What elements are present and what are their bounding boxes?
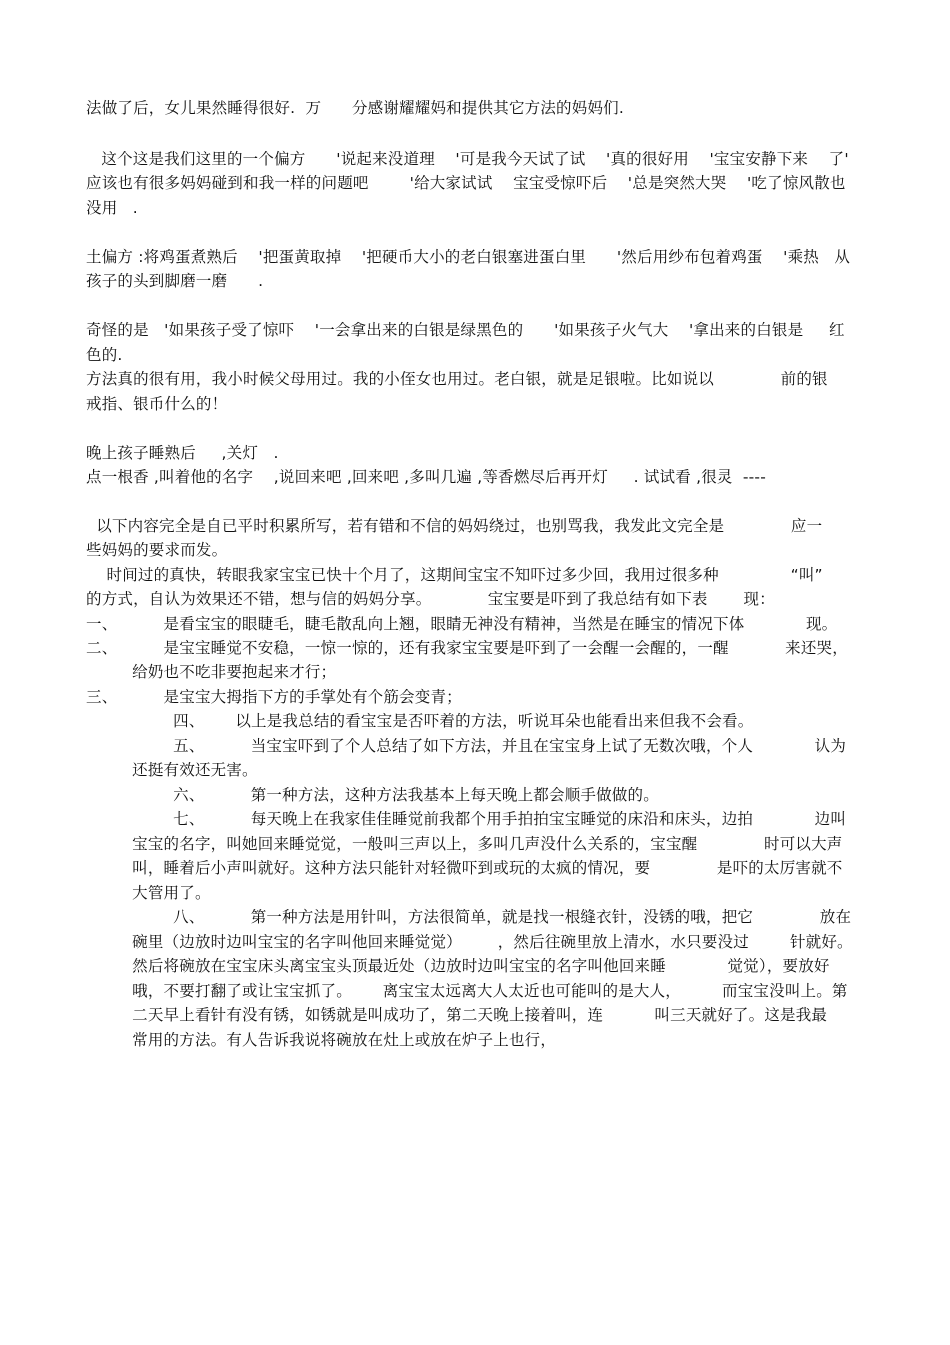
text-line: 法做了后，女儿果然睡得很好. 万 分感谢耀耀妈和提供其它方法的妈妈们. [86, 99, 624, 117]
text-line: 这个这是我们这里的一个偏方 '说起来没道理 '可是我今天试了试 '真的很好用 '宝宝安静下来 了' [86, 150, 849, 168]
list-item: 七、 每天晚上在我家佳佳睡觉前我都个用手拍拍宝宝睡觉的床沿和床头，边拍 边叫 [86, 810, 847, 828]
text-line: 时间过的真快，转眼我家宝宝已快十个月了，这期间宝宝不知吓过多少回，我用过很多种 “叫” [86, 566, 823, 584]
text-line: 应该也有很多妈妈碰到和我一样的问题吧 '给大家试试 宝宝受惊吓后 '总是突然大哭 '吃了惊风散也 [86, 174, 846, 192]
text-line: 晚上孩子睡熟后 ,关灯 . [86, 444, 279, 462]
list-item: 给奶也不吃非要抱起来才行； [86, 663, 337, 681]
list-item: 四、 以上是我总结的看宝宝是否吓着的方法，听说耳朵也能看出来但我不会看。 [86, 712, 754, 730]
list-item: 六、 第一种方法，这种方法我基本上每天晚上都会顺手做做的。 [86, 786, 659, 804]
text-line: 以下内容完全是自已平时积累所写，若有错和不信的妈妈绕过，也别骂我，我发此文完全是 应一 [86, 517, 823, 535]
text-line: 奇怪的是 '如果孩子受了惊吓 '一会拿出来的白银是绿黑色的 '如果孩子火气大 '拿出来的白银是 红 [86, 321, 845, 339]
list-item: 宝宝的名字，叫她回来睡觉觉，一般叫三声以上，多叫几声没什么关系的，宝宝醒 时可以大声 [86, 835, 843, 853]
list-item: 哦，不要打翻了或让宝宝抓了。 离宝宝太远离大人太近也可能叫的是大人， 而宝宝没叫上。第 [86, 982, 848, 1000]
list-item: 八、 第一种方法是用针叫，方法很简单，就是找一根缝衣针，没锈的哦，把它 放在 [86, 908, 852, 926]
text-line: 点一根香 ,叫着他的名字 ,说回来吧 ,回来吧 ,多叫几遍 ,等香燃尽后再开灯 . 试试看 ,很灵 ---- [86, 468, 767, 486]
list-item: 二、 是宝宝睡觉不安稳，一惊一惊的，还有我家宝宝要是吓到了一会醒一会醒的，一醒 来还哭， [86, 639, 848, 657]
text-line: 孩子的头到脚磨一磨 . [86, 272, 264, 290]
text-line: 土偏方 :将鸡蛋煮熟后 '把蛋黄取掉 '把硬币大小的老白银塞进蛋白里 '然后用纱布包着鸡蛋 '乘热 从 [86, 248, 851, 266]
list-item: 叫，睡着后小声叫就好。这种方法只能针对轻微吓到或玩的太疯的情况，要 是吓的太厉害就不 [86, 859, 843, 877]
text-line: 没用 . [86, 199, 138, 217]
text-line: 些妈妈的要求而发。 [86, 541, 228, 559]
list-item: 碗里（边放时边叫宝宝的名字叫他回来睡觉觉） ，然后往碗里放上清水，水只要没过 针就好。 [86, 933, 853, 951]
text-line: 的方式，自认为效果还不错，想与信的妈妈分享。 宝宝要是吓到了我总结有如下表 现： [86, 590, 775, 608]
list-item: 三、 是宝宝大拇指下方的手掌处有个筋会变青； [86, 688, 462, 706]
list-item: 常用的方法。有人告诉我说将碗放在灶上或放在炉子上也行， [86, 1031, 557, 1049]
list-item: 五、 当宝宝吓到了个人总结了如下方法，并且在宝宝身上试了无数次哦，个人 认为 [86, 737, 847, 755]
list-item: 一、 是看宝宝的眼睫毛，睫毛散乱向上翘，眼睛无神没有精神，当然是在睡宝的情况下体 现。 [86, 615, 838, 633]
text-line: 色的. [86, 346, 123, 364]
text-line: 戒指、银币什么的！ [86, 395, 228, 413]
list-item: 然后将碗放在宝宝床头离宝宝头顶最近处（边放时边叫宝宝的名字叫他回来睡 觉觉），要放好 [86, 957, 830, 975]
text-line: 方法真的很有用，我小时候父母用过。我的小侄女也用过。老白银，就是足银啦。比如说以 前的银 [86, 370, 828, 388]
list-item: 大管用了。 [86, 884, 211, 902]
list-item: 二天早上看针有没有锈，如锈就是叫成功了，第二天晚上接着叫，连 叫三天就好了。这是我最 [86, 1006, 828, 1024]
list-item: 还挺有效还无害。 [86, 761, 258, 779]
